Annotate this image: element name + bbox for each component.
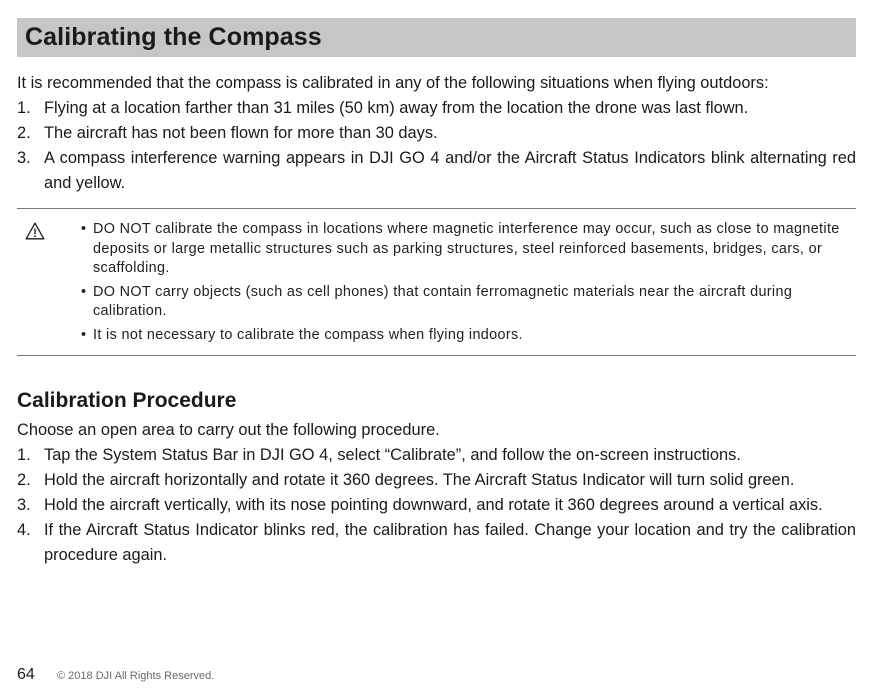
step-number: 3. xyxy=(17,496,31,514)
warning-note-box xyxy=(17,208,856,356)
list-text: The aircraft has not been flown for more than 30 days. xyxy=(44,124,438,142)
step-text: Tap the System Status Bar in DJI GO 4, select “Calibrate”, and follow the on-screen instructions. xyxy=(44,446,741,464)
step-number: 2. xyxy=(17,471,31,489)
list-number: 3. xyxy=(17,149,31,167)
step-text: If the Aircraft Status Indicator blinks red, the calibration has failed. Change your location and try the calibration procedure again. xyxy=(44,521,856,564)
step-item xyxy=(17,468,856,493)
list-text: Flying at a location farther than 31 miles (50 km) away from the location the drone was last flown. xyxy=(44,99,749,117)
step-number: 4. xyxy=(17,521,31,539)
situations-list xyxy=(17,96,856,196)
warning-text: DO NOT carry objects (such as cell phones) that contain ferromagnetic materials near the aircraft during calibration. xyxy=(93,283,793,319)
list-item xyxy=(17,146,856,196)
warning-text: It is not necessary to calibrate the compass when flying indoors. xyxy=(93,326,523,343)
step-text: Hold the aircraft vertically, with its nose pointing downward, and rotate it 360 degrees around a vertical axis. xyxy=(44,496,823,514)
step-item xyxy=(17,443,856,468)
section-header-bar xyxy=(17,18,856,57)
warning-item xyxy=(81,220,856,279)
list-item xyxy=(17,96,856,121)
section-title: Calibrating the Compass xyxy=(25,23,322,51)
warning-item xyxy=(81,326,856,346)
procedure-intro: Choose an open area to carry out the following procedure. xyxy=(17,421,440,439)
bullet-dot-icon: • xyxy=(81,221,87,237)
page-footer xyxy=(17,666,214,684)
step-item xyxy=(17,493,856,518)
warning-triangle-icon xyxy=(17,220,81,345)
procedure-heading: Calibration Procedure xyxy=(17,389,237,412)
list-number: 2. xyxy=(17,124,31,142)
list-number: 1. xyxy=(17,99,31,117)
warning-text: DO NOT calibrate the compass in locations where magnetic interference may occur, such as close to magnetite deposits or large metallic structures such as parking structures, steel reinforced basements, bridges, cars, or scaffolding. xyxy=(93,221,840,276)
warning-bullet-list xyxy=(81,220,856,345)
intro-text: It is recommended that the compass is calibrated in any of the following situations when flying outdoors: xyxy=(17,74,769,92)
bullet-dot-icon: • xyxy=(81,283,87,300)
step-number: 1. xyxy=(17,446,31,464)
list-item xyxy=(17,121,856,146)
warning-item xyxy=(81,283,856,322)
manual-page xyxy=(17,18,856,568)
list-text: A compass interference warning appears in DJI GO 4 and/or the Aircraft Status Indicators blink alternating red and yellow. xyxy=(44,149,856,192)
bullet-dot-icon: • xyxy=(81,326,87,343)
step-item xyxy=(17,518,856,568)
copyright-notice: © 2018 DJI All Rights Reserved. xyxy=(57,670,215,682)
page-number: 64 xyxy=(17,666,35,683)
procedure-steps-list xyxy=(17,443,856,568)
step-text: Hold the aircraft horizontally and rotate it 360 degrees. The Aircraft Status Indicator will turn solid green. xyxy=(44,471,795,489)
